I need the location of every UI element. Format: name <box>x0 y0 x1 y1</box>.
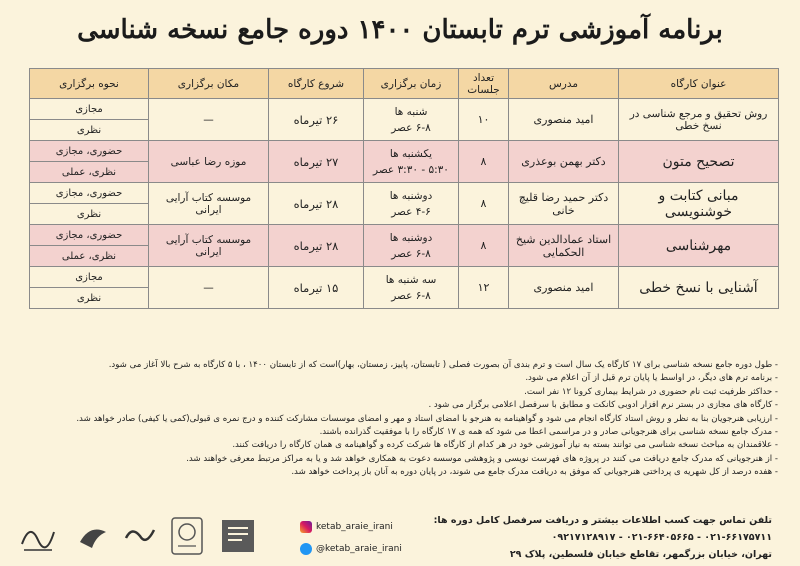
table-row <box>30 225 779 246</box>
time-day: یکشنبه ها <box>389 147 433 160</box>
time-hours: ۶-۸ عصر <box>391 289 431 302</box>
contact-heading: تلفن تماس جهت کسب اطلاعات بیشتر و دریافت سرفصل کامل دوره ها: <box>433 515 772 526</box>
session-count: ۸ <box>459 141 509 183</box>
table-row <box>30 141 779 162</box>
mode-item: نظری <box>30 288 149 309</box>
teacher-name: استاد عمادالدین شیخ الحکمایی <box>509 225 619 267</box>
header-course-title: عنوان کارگاه <box>619 69 779 99</box>
time-cell <box>364 99 459 141</box>
start-date: ۲۷ تیرماه <box>269 141 364 183</box>
mode-item: حضوری، مجازی <box>30 141 149 162</box>
place-cell: — <box>149 99 269 141</box>
session-count: ۸ <box>459 225 509 267</box>
time-hours: ۵:۳۰ - ۳:۳۰ عصر <box>373 163 449 176</box>
course-title: مهرشناسی <box>619 225 779 267</box>
start-date: ۲۶ تیرماه <box>269 99 364 141</box>
note-item: - ارزیابی هنرجویان بنا به نظر و روش استاد کارگاه انجام می شود و گواهینامه به هنرجو با امضای استاد و مهر و امضای موسسات مشارکت کننده و درج نمره ی قبولی(کمی یا کیفی) صادر خواهد شد. <box>76 413 778 424</box>
table-row <box>30 99 779 120</box>
logo-book-icon <box>216 514 260 558</box>
mode-item: نظری <box>30 204 149 225</box>
note-item: - حداکثر ظرفیت ثبت نام حضوری در شرایط بیماری کرونا ۱۲ نفر است. <box>524 386 778 397</box>
mode-item: حضوری، مجازی <box>30 225 149 246</box>
time-day: دوشنبه ها <box>389 231 433 244</box>
session-count: ۸ <box>459 183 509 225</box>
mode-item: حضوری، مجازی <box>30 183 149 204</box>
logo-emblem-icon <box>168 514 206 558</box>
time-day: سه شنبه ها <box>385 273 437 286</box>
time-day: دوشنبه ها <box>389 189 433 202</box>
start-date: ۲۸ تیرماه <box>269 183 364 225</box>
note-item: - از هنرجویانی که مدرک جامع دریافت می کنند در پروژه های فهرست نویسی و پژوهشی موسسه دعوت به همکاری خواهد شد و یا به مراکز مرتبط معرفی خواهند شد. <box>186 453 778 464</box>
mode-item: مجازی <box>30 267 149 288</box>
course-title: تصحیح متون <box>619 141 779 183</box>
teacher-name: دکتر حمید رضا قلیچ خانی <box>509 183 619 225</box>
logo-bird-icon <box>76 514 110 558</box>
course-title: مبانی کتابت و خوشنویسی <box>619 183 779 225</box>
time-hours: ۶-۸ عصر <box>391 247 431 260</box>
instagram-handle: ketab_araie_irani <box>316 522 393 532</box>
header-row <box>30 69 779 99</box>
header-mode: نحوه برگزاری <box>30 69 149 99</box>
mode-item: مجازی <box>30 99 149 120</box>
footer <box>0 510 800 566</box>
teacher-name: امید منصوری <box>509 99 619 141</box>
teacher-name: امید منصوری <box>509 267 619 309</box>
partner-logos <box>18 514 268 558</box>
header-time: زمان برگزاری <box>364 69 459 99</box>
telegram-icon <box>300 543 312 555</box>
note-item: - هفده درصد از کل شهریه ی پرداختی هنرجویانی که موفق به دریافت مدرک جامع می شوند، در پایان دوره به آنان باز پرداخت خواهد شد. <box>291 467 778 478</box>
time-day: شنبه ها <box>394 105 428 118</box>
teacher-name: دکتر بهمن بوعذری <box>509 141 619 183</box>
note-item: - طول دوره جامع نسخه شناسی برای ۱۷ کارگاه یک سال است و ترم بندی آن بصورت فصلی ( تابستان، پاییز، زمستان، بهار)است که از تابستان ۱۴۰۰ ، با ۵ کارگاه به شرح بالا آغاز می شود. <box>108 360 778 370</box>
note-item: - علاقمندان به مباحث نسخه شناسی می توانند بسته به نیاز آموزشی خود در هر کدام از کارگاه ها شرکت کرده و گواهینامه ی همان کارگاه را دریافت کنند. <box>232 440 778 451</box>
start-date: ۱۵ تیرماه <box>269 267 364 309</box>
notes-list <box>29 359 778 480</box>
time-hours: ۶-۸ عصر <box>391 121 431 134</box>
header-sessions: تعداد جلسات <box>459 69 509 99</box>
place-cell: موزه رضا عباسی <box>149 141 269 183</box>
phone-numbers: ۰۲۱-۶۶۱۷۵۷۱۱ - ۰۲۱-۶۶۴۰۵۶۶۵ - ۰۹۲۱۷۱۲۸۹۱۷ <box>551 532 772 543</box>
session-count: ۱۲ <box>459 267 509 309</box>
start-date: ۲۸ تیرماه <box>269 225 364 267</box>
place-cell: — <box>149 267 269 309</box>
time-hours: ۴-۶ عصر <box>391 205 431 218</box>
place-cell: موسسه کتاب آرایی ایرانی <box>149 225 269 267</box>
table-row <box>30 267 779 288</box>
social-links <box>300 516 430 560</box>
session-count: ۱۰ <box>459 99 509 141</box>
note-item: - کارگاه های مجازی در بستر نرم افزار ادوبی کانکت و مطابق با سرفصل اعلامی برگزار می شود . <box>428 400 778 411</box>
instagram-icon <box>300 521 312 533</box>
header-place: مکان برگزاری <box>149 69 269 99</box>
telegram-link[interactable] <box>300 538 430 560</box>
course-title: روش تحقیق و مرجع شناسی در نسخ خطی <box>619 99 779 141</box>
page-title: برنامه آموزشی ترم تابستان ۱۴۰۰ دوره جامع نسخه شناسی <box>77 15 723 45</box>
mode-item: نظری، عملی <box>30 162 149 183</box>
header-teacher: مدرس <box>509 69 619 99</box>
instagram-link[interactable] <box>300 516 430 538</box>
mode-item: نظری، عملی <box>30 246 149 267</box>
note-item: - برنامه ترم های دیگر، در اواسط یا پایان ترم قبل از آن اعلام می شود. <box>525 373 778 384</box>
course-title: آشنایی با نسخ خطی <box>619 267 779 309</box>
address: تهران، خیابان بزرگمهر، تقاطع خیابان فلسطین، پلاک ۲۹ <box>509 549 772 560</box>
table-row <box>30 183 779 204</box>
time-cell <box>364 267 459 309</box>
time-cell <box>364 141 459 183</box>
place-cell: موسسه کتاب آرایی ایرانی <box>149 183 269 225</box>
telegram-handle: @ketab_araie_irani <box>316 544 402 554</box>
note-item: - مدرک جامع نسخه شناسی برای هنرجویانی صادر و در مراسمی اعطا می شود که همه ی ۱۷ کارگاه را با موفقیت گذرانده باشند. <box>319 427 778 438</box>
logo-calligraphy-icon <box>18 514 58 558</box>
time-cell <box>364 225 459 267</box>
schedule-table <box>29 68 779 309</box>
mode-item: نظری <box>30 120 149 141</box>
time-cell <box>364 183 459 225</box>
header-start: شروع کارگاه <box>269 69 364 99</box>
logo-script-icon <box>122 514 158 558</box>
